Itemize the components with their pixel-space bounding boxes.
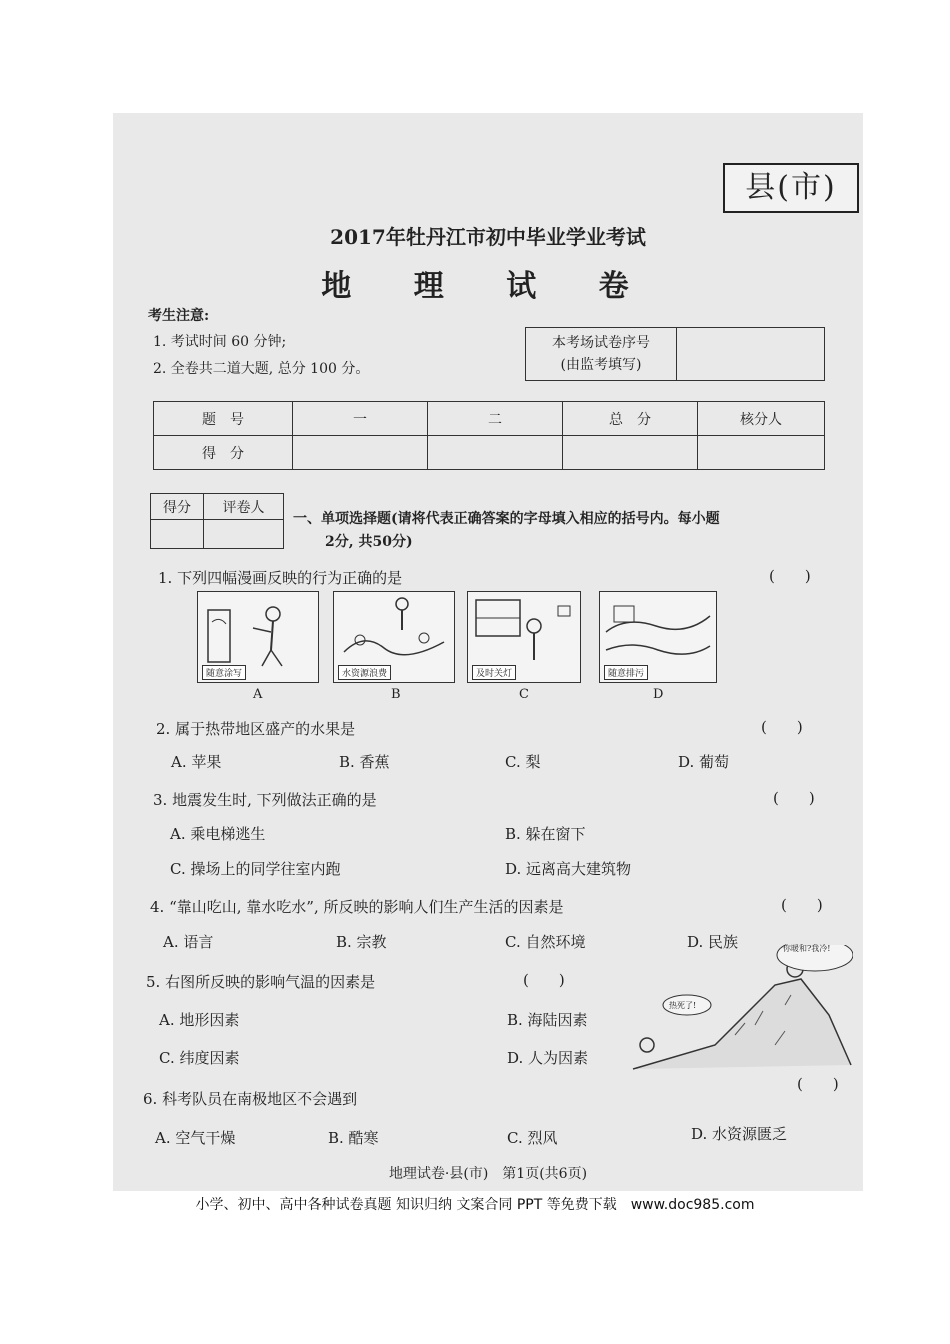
cartoon-c xyxy=(467,591,581,683)
option: C. 自然环境 xyxy=(505,933,586,951)
score-cell[interactable] xyxy=(428,436,563,470)
score-cell[interactable] xyxy=(563,436,698,470)
cartoon-a-letter: A xyxy=(253,687,263,702)
answer-paren[interactable]: ( ) xyxy=(523,971,565,989)
option: D. 葡萄 xyxy=(678,753,730,771)
cartoon-b-caption: 水资源浪费 xyxy=(338,665,391,680)
mountain-drawing xyxy=(625,945,853,1073)
answer-paren[interactable]: ( ) xyxy=(769,567,811,585)
option: C. 烈风 xyxy=(507,1129,558,1147)
option: D. 人为因素 xyxy=(507,1049,589,1067)
subject-title: 地 理 试 卷 xyxy=(321,269,655,304)
option: D. 远离高大建筑物 xyxy=(505,860,632,878)
notice-item: 1. 考试时间 60 分钟; xyxy=(153,334,287,350)
option: A. 空气干燥 xyxy=(155,1129,236,1147)
seat-label-note: (由监考填写) xyxy=(560,357,642,373)
bubble-foot: 热死了! xyxy=(669,1001,697,1010)
question-2: 2. 属于热带地区盛产的水果是 xyxy=(156,720,356,738)
option: A. 地形因素 xyxy=(159,1011,240,1029)
question-3: 3. 地震发生时, 下列做法正确的是 xyxy=(153,791,377,809)
cartoon-c-caption: 及时关灯 xyxy=(472,665,516,680)
option: A. 乘电梯逃生 xyxy=(170,825,266,843)
cartoon-b-letter: B xyxy=(391,687,401,702)
marker-header-cell: 评卷人 xyxy=(204,494,284,520)
exam-page xyxy=(113,113,863,1191)
answer-paren[interactable]: ( ) xyxy=(797,1075,839,1093)
score-header-cell: 总 分 xyxy=(563,402,698,436)
question-5: 5. 右图所反映的影响气温的因素是 xyxy=(146,973,376,991)
score-cell[interactable] xyxy=(698,436,825,470)
score-table xyxy=(153,401,825,470)
cartoon-b xyxy=(333,591,455,683)
score-header-cell: 二 xyxy=(428,402,563,436)
option: B. 躲在窗下 xyxy=(505,825,586,843)
option: B. 香蕉 xyxy=(339,753,390,771)
score-header-cell: 题 号 xyxy=(154,402,293,436)
bubble-summit: 你暖和?我冷! xyxy=(783,944,831,953)
option: C. 纬度因素 xyxy=(159,1049,240,1067)
option: C. 梨 xyxy=(505,753,541,771)
notice-title: 考生注意: xyxy=(148,308,210,324)
option: D. 水资源匮乏 xyxy=(691,1125,788,1143)
marker-name-cell[interactable] xyxy=(204,520,284,549)
page-footer: 地理试卷·县(市) 第1页(共6页) xyxy=(388,1166,588,1182)
exam-title: 2017年牡丹江市初中毕业学业考试 xyxy=(330,225,646,249)
cartoon-d xyxy=(599,591,717,683)
county-label-box: 县(市) xyxy=(723,163,859,213)
cartoon-d-letter: D xyxy=(653,687,664,702)
answer-paren[interactable]: ( ) xyxy=(761,718,803,736)
score-cell[interactable] xyxy=(293,436,428,470)
option: D. 民族 xyxy=(687,933,739,951)
answer-paren[interactable]: ( ) xyxy=(773,789,815,807)
cartoon-a xyxy=(197,591,319,683)
option: B. 宗教 xyxy=(336,933,387,951)
option: C. 操场上的同学往室内跑 xyxy=(170,860,341,878)
option: A. 语言 xyxy=(163,933,214,951)
cartoon-c-letter: C xyxy=(519,687,529,702)
question-4: 4. “靠山吃山, 靠水吃水”, 所反映的影响人们生产生活的因素是 xyxy=(150,898,564,916)
marker-score-cell[interactable] xyxy=(151,520,204,549)
score-row-label: 得 分 xyxy=(154,436,293,470)
option: B. 酷寒 xyxy=(328,1129,379,1147)
q5-mountain-illustration xyxy=(625,945,853,1073)
seat-number-box xyxy=(525,327,825,381)
option: B. 海陆因素 xyxy=(507,1011,588,1029)
score-header-cell: 核分人 xyxy=(698,402,825,436)
seat-label: 本考场试卷序号 xyxy=(552,335,650,351)
cartoon-d-caption: 随意排污 xyxy=(604,665,648,680)
score-header-cell: 一 xyxy=(293,402,428,436)
seat-number-field[interactable] xyxy=(677,328,825,381)
question-1: 1. 下列四幅漫画反映的行为正确的是 xyxy=(158,569,403,587)
marker-table xyxy=(150,493,284,549)
marker-header-cell: 得分 xyxy=(151,494,204,520)
answer-paren[interactable]: ( ) xyxy=(781,896,823,914)
cartoon-a-caption: 随意涂写 xyxy=(202,665,246,680)
question-6: 6. 科考队员在南极地区不会遇到 xyxy=(143,1090,358,1108)
section-heading: 一、单项选择题(请将代表正确答案的字母填入相应的括号内。每小题 xyxy=(293,511,720,527)
notice-item: 2. 全卷共二道大题, 总分 100 分。 xyxy=(153,361,370,377)
option: A. 苹果 xyxy=(171,753,222,771)
section-heading-cont: 2分, 共50分) xyxy=(325,534,413,550)
download-note: 小学、初中、高中各种试卷真题 知识归纳 文案合同 PPT 等免费下载 www.doc985.com xyxy=(195,1197,755,1213)
